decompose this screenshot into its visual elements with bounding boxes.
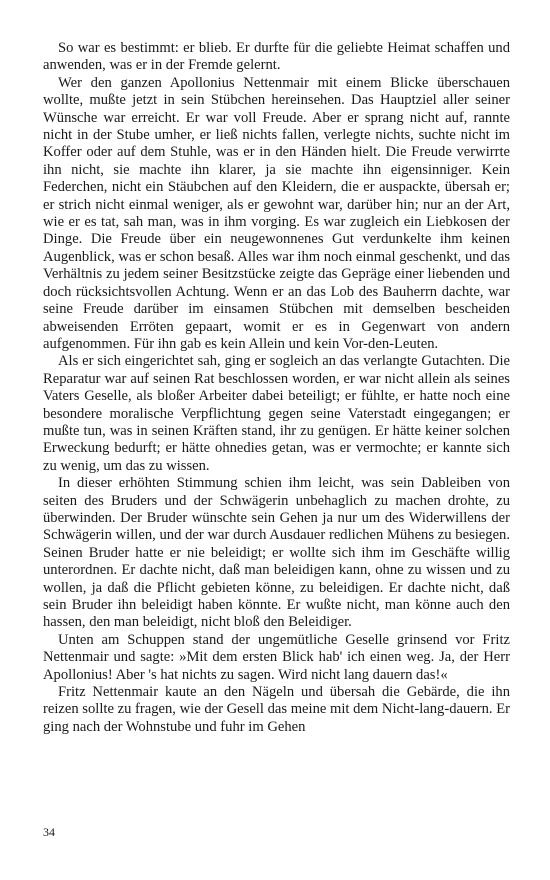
paragraph-4: In dieser erhöhten Stimmung schien ihm leicht, was sein Dableiben von seiten des Bruders und der Schwägerin unbehaglich zu machen drohte, zu überwinden. Der Bruder wünschte sein Gehen ja nur um des Widerwillens der Schwägerin willen, und der war durch Ausdauer redlichen Mühens zu besiegen. Seinen Bruder hatte er nie beleidigt; er wollte sich ihm im Geschäfte willig unterordnen. Er dachte nicht, daß man beleidigen kann, ohne zu wissen und zu wollen, ja daß die Pflicht gebieten könne, zu beleidigen. Er dachte nicht, daß sein Bruder ihn beleidigt haben könnte. Er wußte nicht, man könne auch den hassen, den man beleidigt, nicht bloß den Beleidiger. [43, 475, 510, 631]
paragraph-5: Unten am Schuppen stand der ungemütliche Geselle grinsend vor Fritz Nettenmair und sagte: »Mit dem ersten Blick hab' ich einen weg. Ja, der Herr Apollonius! Aber 's hat nichts zu sagen. Wird nicht lang dauern das!« [43, 631, 510, 683]
page-number: 34 [43, 825, 55, 839]
book-page-text [43, 40, 510, 736]
paragraph-3: Als er sich eingerichtet sah, ging er sogleich an das verlangte Gutachten. Die Reparatur war auf seinen Rat beschlossen worden, er war nicht allein als seines Vaters Geselle, als bloßer Arbeiter dabei beteiligt; er fühlte, er hatte noch eine besondere moralische Verpflichtung gegen seine Vaterstadt eingegangen; er mußte tun, was in seinen Kräften stand, ihr zu genügen. Er hätte keiner solchen Erweckung bedurft; er hätte ohnedies getan, was er vermochte; er kannte sich zu wenig, um das zu wissen. [43, 353, 510, 474]
paragraph-6: Fritz Nettenmair kaute an den Nägeln und übersah die Gebärde, die ihn reizen sollte zu fragen, wie der Gesell das meine mit dem Nicht-lang-dauern. Er ging nach der Wohnstube und fuhr im Gehen [43, 684, 510, 735]
paragraph-1: So war es bestimmt: er blieb. Er durfte für die geliebte Heimat schaffen und anwenden, was er in der Fremde gelernt. [43, 40, 510, 74]
paragraph-2: Wer den ganzen Apollonius Nettenmair mit einem Blicke überschauen wollte, mußte jetzt in sein Stübchen hereinsehen. Das Hauptziel aller seiner Wünsche war erreicht. Er war voll Freude. Aber er sprang nicht auf, rannte nicht in der Stube umher, er ließ nichts fallen, verlegte nichts, suchte nicht im Koffer oder auf dem Stuhle, was er in den Händen hielt. Die Freude verwirrte ihn nicht, sie machte ihn klarer, ja sie machte ihn eigensinniger. Kein Federchen, nicht ein Stäubchen auf den Kleidern, die er auspackte, übersah er; er strich nicht einmal weniger, als er gewohnt war, darüber hin; nur an der Art, wie er es tat, sah man, was in ihm vorging. Es war zugleich ein Liebkosen der Dinge. Die Freude über ein neugewonnenes Gut verdunkelte ihm keinen Augenblick, was er schon besaß. Alles war ihm noch einmal geschenkt, und das Verhältnis zu jedem seiner Besitzstücke zeigte das Gepräge einer liebenden und doch rücksichtsvollen Achtung. Wenn er an das Lob des Bauherrn dachte, war seine Freude darüber im einsamen Stübchen mit demselben bescheiden abweisenden Erröten gepaart, womit er es in Gegenwart von andern aufgenommen. Für ihn gab es kein Allein und kein Vor-den-Leuten. [43, 74, 510, 352]
